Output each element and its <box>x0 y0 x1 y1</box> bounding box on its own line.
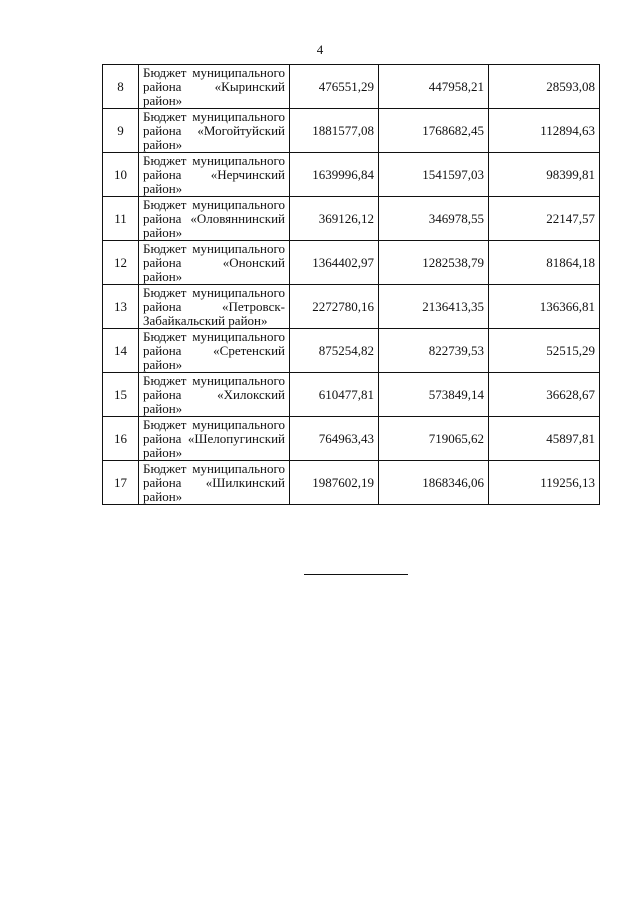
budget-name-line: района «Хилокский <box>143 386 285 402</box>
row-number: 13 <box>103 285 139 329</box>
amount-cell-1: 369126,12 <box>290 197 379 241</box>
amount-cell-2: 1282538,79 <box>379 241 489 285</box>
budget-name-line: Забайкальский район» <box>143 312 268 328</box>
amount-cell-1: 1987602,19 <box>290 461 379 505</box>
amount-cell-3: 22147,57 <box>489 197 600 241</box>
amount-cell-3: 98399,81 <box>489 153 600 197</box>
amount-cell-2: 1541597,03 <box>379 153 489 197</box>
amount-cell-3: 28593,08 <box>489 65 600 109</box>
amount-cell-1: 875254,82 <box>290 329 379 373</box>
amount-cell-3: 112894,63 <box>489 109 600 153</box>
table-row <box>103 285 600 329</box>
budget-name <box>139 197 290 241</box>
budget-name <box>139 373 290 417</box>
amount-cell-1: 1639996,84 <box>290 153 379 197</box>
table-row <box>103 153 600 197</box>
budget-name-line: Бюджет муниципального <box>143 196 285 212</box>
budget-name-line: района «Кыринский <box>143 78 285 94</box>
budget-name <box>139 153 290 197</box>
budget-name-line: район» <box>143 180 183 196</box>
budget-name-line: Бюджет муниципального <box>143 64 285 80</box>
budget-name <box>139 109 290 153</box>
amount-cell-2: 346978,55 <box>379 197 489 241</box>
budget-name-line: район» <box>143 136 183 152</box>
row-number: 8 <box>103 65 139 109</box>
row-number: 9 <box>103 109 139 153</box>
budget-name-line: район» <box>143 488 183 504</box>
budget-name <box>139 417 290 461</box>
budget-name-line: район» <box>143 400 183 416</box>
page-number: 4 <box>316 42 324 57</box>
amount-cell-2: 447958,21 <box>379 65 489 109</box>
row-number: 12 <box>103 241 139 285</box>
amount-cell-2: 822739,53 <box>379 329 489 373</box>
budget-name-line: Бюджет муниципального <box>143 372 285 388</box>
budget-name <box>139 329 290 373</box>
amount-cell-1: 2272780,16 <box>290 285 379 329</box>
budget-name-line: Бюджет муниципального <box>143 240 285 256</box>
budget-name-line: Бюджет муниципального <box>143 416 285 432</box>
budget-name-line: района «Нерчинский <box>143 166 285 182</box>
end-rule <box>304 574 408 575</box>
row-number: 16 <box>103 417 139 461</box>
budget-name-line: района «Оловяннинский <box>143 210 285 226</box>
budget-name-line: района «Ононский <box>143 254 285 270</box>
budget-name <box>139 241 290 285</box>
row-number: 11 <box>103 197 139 241</box>
amount-cell-3: 52515,29 <box>489 329 600 373</box>
budget-table <box>102 64 600 505</box>
amount-cell-2: 1868346,06 <box>379 461 489 505</box>
budget-name-line: Бюджет муниципального <box>143 328 285 344</box>
budget-name-line: Бюджет муниципального <box>143 460 285 476</box>
budget-name-line: Бюджет муниципального <box>143 108 285 124</box>
table-row <box>103 65 600 109</box>
budget-name-line: район» <box>143 92 183 108</box>
amount-cell-3: 136366,81 <box>489 285 600 329</box>
budget-name-line: район» <box>143 224 183 240</box>
amount-cell-1: 1881577,08 <box>290 109 379 153</box>
amount-cell-3: 36628,67 <box>489 373 600 417</box>
budget-name-line: район» <box>143 444 183 460</box>
table-row <box>103 461 600 505</box>
amount-cell-3: 45897,81 <box>489 417 600 461</box>
budget-name <box>139 461 290 505</box>
row-number: 15 <box>103 373 139 417</box>
budget-name <box>139 65 290 109</box>
table-row <box>103 417 600 461</box>
budget-name-line: Бюджет муниципального <box>143 152 285 168</box>
row-number: 17 <box>103 461 139 505</box>
budget-name-line: района «Шелопугинский <box>143 430 285 446</box>
budget-name-line: района «Могойтуйский <box>143 122 285 138</box>
row-number: 14 <box>103 329 139 373</box>
amount-cell-2: 719065,62 <box>379 417 489 461</box>
amount-cell-1: 1364402,97 <box>290 241 379 285</box>
table-row <box>103 241 600 285</box>
budget-name <box>139 285 290 329</box>
budget-name-line: район» <box>143 268 183 284</box>
amount-cell-1: 476551,29 <box>290 65 379 109</box>
amount-cell-3: 81864,18 <box>489 241 600 285</box>
amount-cell-2: 1768682,45 <box>379 109 489 153</box>
amount-cell-3: 119256,13 <box>489 461 600 505</box>
budget-table-body <box>103 65 600 505</box>
amount-cell-1: 764963,43 <box>290 417 379 461</box>
table-row <box>103 109 600 153</box>
amount-cell-2: 573849,14 <box>379 373 489 417</box>
table-row <box>103 197 600 241</box>
amount-cell-2: 2136413,35 <box>379 285 489 329</box>
table-row <box>103 329 600 373</box>
budget-name-line: район» <box>143 356 183 372</box>
budget-name-line: района «Шилкинский <box>143 474 285 490</box>
amount-cell-1: 610477,81 <box>290 373 379 417</box>
table-row <box>103 373 600 417</box>
budget-name-line: Бюджет муниципального <box>143 284 285 300</box>
budget-name-line: района «Сретенский <box>143 342 285 358</box>
row-number: 10 <box>103 153 139 197</box>
budget-name-line: района «Петровск- <box>143 298 285 314</box>
